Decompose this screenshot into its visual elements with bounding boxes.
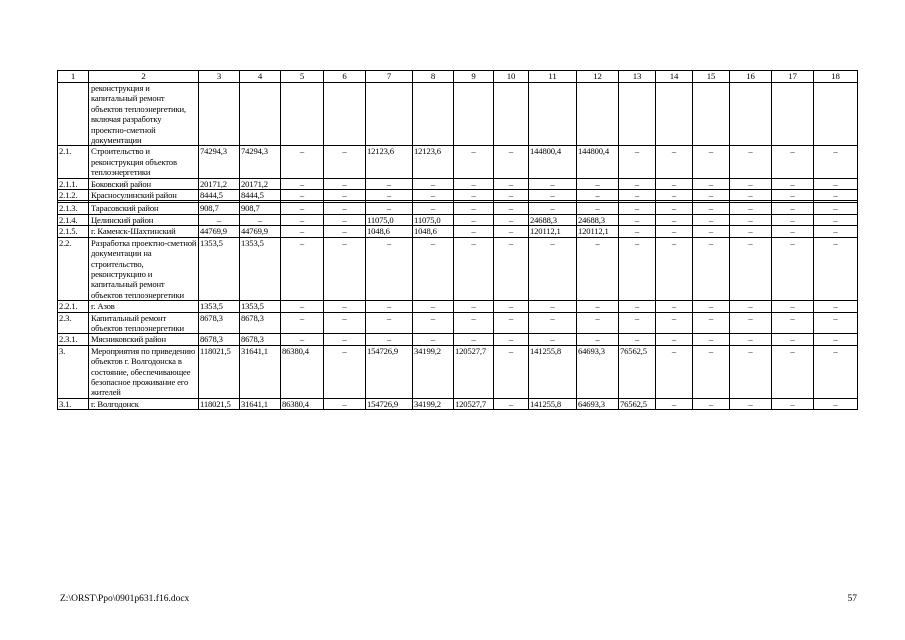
header-cell: 10 <box>494 71 529 83</box>
value-cell: – <box>454 226 494 237</box>
value-cell: – <box>619 334 656 345</box>
value-cell: – <box>772 190 814 201</box>
value-cell: – <box>281 178 324 189</box>
value-cell: 8678,3 <box>240 334 281 345</box>
value-cell: – <box>772 203 814 214</box>
value-cell <box>619 83 656 146</box>
footer-file-path: Z:\ORST\Ppo\0901p631.f16.docx <box>60 594 190 604</box>
table-row <box>58 334 858 345</box>
row-name: г. Азов <box>89 301 199 312</box>
value-cell: 8444,5 <box>240 190 281 201</box>
value-cell: – <box>656 334 693 345</box>
value-cell: 144800,4 <box>529 146 577 178</box>
value-cell: 44769,9 <box>199 226 240 237</box>
row-name: г. Волгодонск <box>89 398 199 409</box>
value-cell: – <box>324 226 366 237</box>
value-cell: 86380,4 <box>281 345 324 398</box>
value-cell: – <box>324 178 366 189</box>
value-cell: – <box>730 301 772 312</box>
value-cell: 24688,3 <box>577 214 619 225</box>
value-cell: – <box>577 312 619 334</box>
value-cell: 31641,1 <box>240 345 281 398</box>
value-cell: 8678,3 <box>199 312 240 334</box>
value-cell: – <box>693 203 730 214</box>
page-number: 57 <box>847 594 857 604</box>
value-cell: – <box>413 301 454 312</box>
value-cell: – <box>281 226 324 237</box>
value-cell: – <box>730 226 772 237</box>
value-cell: – <box>494 334 529 345</box>
value-cell: – <box>693 398 730 409</box>
row-number: 3. <box>58 345 89 398</box>
value-cell: 144800,4 <box>577 146 619 178</box>
value-cell: – <box>814 226 858 237</box>
row-name: Мясниковский район <box>89 334 199 345</box>
value-cell: – <box>413 237 454 300</box>
value-cell: 11075,0 <box>413 214 454 225</box>
row-number: 2.1.2. <box>58 190 89 201</box>
value-cell: – <box>730 178 772 189</box>
value-cell: – <box>814 312 858 334</box>
value-cell: – <box>814 146 858 178</box>
value-cell <box>199 83 240 146</box>
value-cell: – <box>529 237 577 300</box>
row-number: 2.1. <box>58 146 89 178</box>
value-cell: – <box>324 345 366 398</box>
value-cell: 120112,1 <box>529 226 577 237</box>
value-cell: – <box>324 301 366 312</box>
table-row <box>58 146 858 178</box>
value-cell: – <box>281 214 324 225</box>
value-cell: – <box>281 334 324 345</box>
value-cell <box>577 83 619 146</box>
value-cell: – <box>656 226 693 237</box>
table-row <box>58 83 858 146</box>
value-cell: – <box>619 226 656 237</box>
row-number: 2.1.3. <box>58 203 89 214</box>
value-cell: – <box>577 301 619 312</box>
value-cell: – <box>494 203 529 214</box>
value-cell: – <box>619 237 656 300</box>
value-cell: – <box>366 334 413 345</box>
row-name: Целинский район <box>89 214 199 225</box>
value-cell: – <box>656 178 693 189</box>
value-cell: 118021,5 <box>199 345 240 398</box>
table-row <box>58 226 858 237</box>
value-cell: – <box>577 190 619 201</box>
value-cell <box>366 83 413 146</box>
value-cell: – <box>730 203 772 214</box>
header-cell: 15 <box>693 71 730 83</box>
value-cell: – <box>693 312 730 334</box>
value-cell: – <box>772 226 814 237</box>
value-cell: – <box>730 237 772 300</box>
value-cell: – <box>814 190 858 201</box>
header-cell: 11 <box>529 71 577 83</box>
value-cell: 118021,5 <box>199 398 240 409</box>
header-cell: 16 <box>730 71 772 83</box>
value-cell: 76562,5 <box>619 345 656 398</box>
value-cell: 908,7 <box>199 203 240 214</box>
row-number: 2.1.4. <box>58 214 89 225</box>
header-cell: 9 <box>454 71 494 83</box>
value-cell: 1353,5 <box>240 237 281 300</box>
value-cell: – <box>454 237 494 300</box>
value-cell: – <box>494 226 529 237</box>
value-cell <box>324 83 366 146</box>
header-cell: 14 <box>656 71 693 83</box>
value-cell: – <box>656 301 693 312</box>
value-cell: – <box>772 146 814 178</box>
value-cell: – <box>324 334 366 345</box>
value-cell <box>494 83 529 146</box>
row-number: 2.2. <box>58 237 89 300</box>
value-cell: 12123,6 <box>366 146 413 178</box>
value-cell: 74294,3 <box>240 146 281 178</box>
value-cell: – <box>730 334 772 345</box>
value-cell: – <box>693 146 730 178</box>
value-cell: – <box>730 312 772 334</box>
row-name: Мероприятия по приведению объектов г. Волгодонска в состояние, обеспечивающее безопасное проживание его жителей <box>89 345 199 398</box>
value-cell: – <box>693 190 730 201</box>
row-name: г. Каменск-Шахтинский <box>89 226 199 237</box>
value-cell: – <box>656 146 693 178</box>
row-name: Капитальный ремонт объектов теплоэнергетики <box>89 312 199 334</box>
value-cell: – <box>413 334 454 345</box>
row-name: Тарасовский район <box>89 203 199 214</box>
table-row <box>58 345 858 398</box>
row-name: Строительство и реконструкция объектов теплоэнергетики <box>89 146 199 178</box>
value-cell: – <box>656 190 693 201</box>
value-cell: – <box>494 301 529 312</box>
value-cell: – <box>281 312 324 334</box>
value-cell: – <box>240 214 281 225</box>
value-cell: 1353,5 <box>240 301 281 312</box>
value-cell: – <box>494 398 529 409</box>
value-cell: – <box>772 301 814 312</box>
value-cell: – <box>494 146 529 178</box>
table-row <box>58 301 858 312</box>
row-number: 2.3.1. <box>58 334 89 345</box>
value-cell: 120527,7 <box>454 345 494 398</box>
header-cell: 18 <box>814 71 858 83</box>
value-cell: – <box>199 214 240 225</box>
value-cell: – <box>366 190 413 201</box>
table-row <box>58 178 858 189</box>
value-cell: – <box>814 301 858 312</box>
value-cell <box>281 83 324 146</box>
value-cell: – <box>324 398 366 409</box>
value-cell: – <box>730 345 772 398</box>
value-cell: – <box>281 203 324 214</box>
table-row <box>58 214 858 225</box>
value-cell: – <box>494 237 529 300</box>
header-cell: 7 <box>366 71 413 83</box>
value-cell: – <box>454 203 494 214</box>
value-cell: 1353,5 <box>199 237 240 300</box>
value-cell: 34199,2 <box>413 398 454 409</box>
value-cell: 86380,4 <box>281 398 324 409</box>
value-cell <box>413 83 454 146</box>
value-cell: – <box>814 398 858 409</box>
value-cell: – <box>494 214 529 225</box>
value-cell: – <box>413 190 454 201</box>
value-cell: – <box>529 190 577 201</box>
value-cell: 8444,5 <box>199 190 240 201</box>
value-cell: – <box>324 214 366 225</box>
value-cell: – <box>494 178 529 189</box>
value-cell: – <box>619 203 656 214</box>
value-cell: 141255,8 <box>529 398 577 409</box>
value-cell: 20171,2 <box>199 178 240 189</box>
value-cell: – <box>656 237 693 300</box>
value-cell <box>454 83 494 146</box>
value-cell: – <box>454 214 494 225</box>
value-cell: – <box>772 345 814 398</box>
value-cell: – <box>577 334 619 345</box>
row-number: 2.1.5. <box>58 226 89 237</box>
header-cell: 8 <box>413 71 454 83</box>
row-name: Боковский район <box>89 178 199 189</box>
row-number: 3.1. <box>58 398 89 409</box>
header-cell: 17 <box>772 71 814 83</box>
value-cell: – <box>454 146 494 178</box>
value-cell: – <box>730 398 772 409</box>
value-cell: – <box>281 301 324 312</box>
value-cell: – <box>577 237 619 300</box>
value-cell: – <box>454 312 494 334</box>
header-cell: 4 <box>240 71 281 83</box>
table-row <box>58 237 858 300</box>
value-cell: 64693,3 <box>577 345 619 398</box>
table-row <box>58 203 858 214</box>
value-cell: 76562,5 <box>619 398 656 409</box>
value-cell: – <box>529 178 577 189</box>
header-cell: 13 <box>619 71 656 83</box>
value-cell: – <box>814 214 858 225</box>
value-cell: 74294,3 <box>199 146 240 178</box>
value-cell: – <box>814 334 858 345</box>
value-cell: – <box>656 345 693 398</box>
value-cell: – <box>324 190 366 201</box>
value-cell: 31641,1 <box>240 398 281 409</box>
value-cell <box>814 83 858 146</box>
header-cell: 3 <box>199 71 240 83</box>
value-cell: 20171,2 <box>240 178 281 189</box>
row-number: 2.2.1. <box>58 301 89 312</box>
value-cell: – <box>619 146 656 178</box>
value-cell: – <box>494 312 529 334</box>
value-cell: 154726,9 <box>366 345 413 398</box>
value-cell: – <box>814 345 858 398</box>
value-cell: – <box>656 214 693 225</box>
value-cell: – <box>693 214 730 225</box>
table-row <box>58 398 858 409</box>
value-cell: – <box>366 301 413 312</box>
value-cell: – <box>529 334 577 345</box>
value-cell: – <box>366 237 413 300</box>
value-cell: – <box>693 334 730 345</box>
value-cell: – <box>730 214 772 225</box>
value-cell: 34199,2 <box>413 345 454 398</box>
header-cell: 5 <box>281 71 324 83</box>
value-cell <box>693 83 730 146</box>
value-cell: 154726,9 <box>366 398 413 409</box>
value-cell: – <box>577 178 619 189</box>
value-cell: – <box>656 398 693 409</box>
table-row <box>58 190 858 201</box>
value-cell: – <box>324 312 366 334</box>
value-cell: – <box>693 345 730 398</box>
value-cell: – <box>281 190 324 201</box>
value-cell: 1353,5 <box>199 301 240 312</box>
value-cell: – <box>772 214 814 225</box>
value-cell: – <box>772 237 814 300</box>
value-cell: – <box>814 203 858 214</box>
value-cell: – <box>413 178 454 189</box>
value-cell: – <box>413 203 454 214</box>
value-cell: – <box>772 334 814 345</box>
value-cell: – <box>693 237 730 300</box>
value-cell: – <box>619 214 656 225</box>
value-cell: – <box>577 203 619 214</box>
value-cell: – <box>772 178 814 189</box>
value-cell: – <box>281 237 324 300</box>
row-name: Красносулинский район <box>89 190 199 201</box>
value-cell: 120527,7 <box>454 398 494 409</box>
value-cell: 141255,8 <box>529 345 577 398</box>
value-cell: – <box>454 301 494 312</box>
header-cell: 12 <box>577 71 619 83</box>
value-cell: 1048,6 <box>413 226 454 237</box>
value-cell <box>730 83 772 146</box>
header-row <box>58 71 858 83</box>
value-cell <box>529 83 577 146</box>
row-number: 2.3. <box>58 312 89 334</box>
value-cell: – <box>454 178 494 189</box>
value-cell: – <box>814 237 858 300</box>
value-cell: – <box>656 203 693 214</box>
header-cell: 1 <box>58 71 89 83</box>
value-cell: – <box>366 312 413 334</box>
header-cell: 2 <box>89 71 199 83</box>
row-name: реконструкция и капитальный ремонт объектов теплоэнергетики, включая разработку проектно-сметной документации <box>89 83 199 146</box>
value-cell: – <box>619 178 656 189</box>
value-cell: 11075,0 <box>366 214 413 225</box>
value-cell: – <box>693 226 730 237</box>
value-cell: 44769,9 <box>240 226 281 237</box>
value-cell: – <box>494 345 529 398</box>
value-cell: – <box>814 178 858 189</box>
value-cell: 12123,6 <box>413 146 454 178</box>
value-cell: – <box>454 334 494 345</box>
value-cell: – <box>619 190 656 201</box>
value-cell: – <box>730 190 772 201</box>
value-cell: – <box>693 301 730 312</box>
table-row <box>58 312 858 334</box>
value-cell: – <box>730 146 772 178</box>
value-cell: – <box>366 203 413 214</box>
row-number: 2.1.1. <box>58 178 89 189</box>
value-cell: – <box>366 178 413 189</box>
value-cell <box>240 83 281 146</box>
value-cell <box>656 83 693 146</box>
value-cell: – <box>656 312 693 334</box>
value-cell: – <box>494 190 529 201</box>
value-cell: 8678,3 <box>199 334 240 345</box>
value-cell: – <box>281 146 324 178</box>
value-cell: – <box>324 146 366 178</box>
value-cell <box>772 83 814 146</box>
value-cell: – <box>324 237 366 300</box>
value-cell: 908,7 <box>240 203 281 214</box>
value-cell: 24688,3 <box>529 214 577 225</box>
value-cell: – <box>619 301 656 312</box>
value-cell: 8678,3 <box>240 312 281 334</box>
value-cell: 64693,3 <box>577 398 619 409</box>
value-cell: – <box>693 178 730 189</box>
value-cell: – <box>772 398 814 409</box>
row-number <box>58 83 89 146</box>
value-cell: – <box>324 203 366 214</box>
value-cell: – <box>529 312 577 334</box>
value-cell: – <box>529 301 577 312</box>
value-cell: – <box>413 312 454 334</box>
value-cell: 120112,1 <box>577 226 619 237</box>
value-cell: – <box>772 312 814 334</box>
value-cell: – <box>619 312 656 334</box>
value-cell: – <box>454 190 494 201</box>
data-table <box>57 70 858 410</box>
header-cell: 6 <box>324 71 366 83</box>
row-name: Разработка проектно-сметной документации на строительство, реконструкцию и капитальный ремонт объектов теплоэнергетики <box>89 237 199 300</box>
value-cell: 1048,6 <box>366 226 413 237</box>
value-cell: – <box>529 203 577 214</box>
